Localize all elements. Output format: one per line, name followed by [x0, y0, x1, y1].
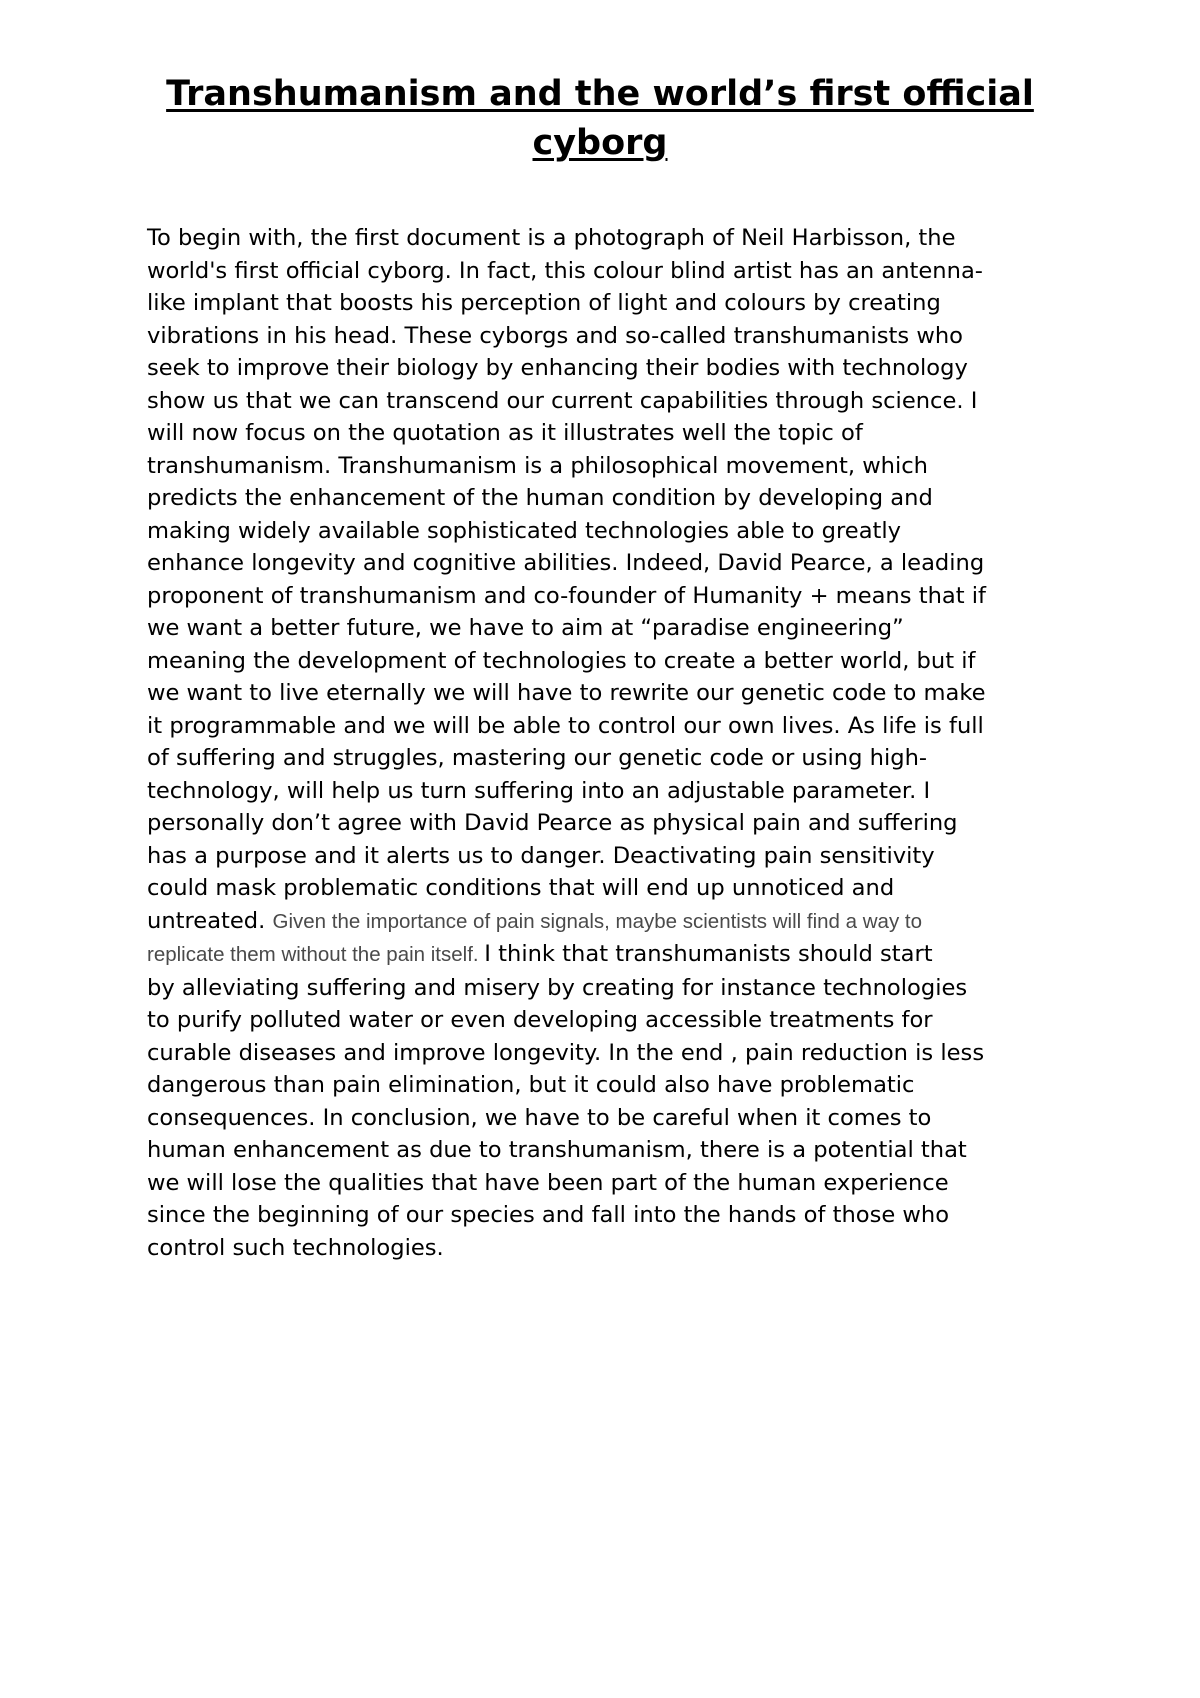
- body-line: consequences. In conclusion, we have to be careful when it comes to: [147, 1104, 932, 1131]
- body-line: control such technologies.: [147, 1234, 444, 1261]
- body-line: we want a better future, we have to aim at “paradise engineering”: [147, 615, 904, 641]
- body-line: since the beginning of our species and fall into the hands of those who: [147, 1202, 950, 1228]
- body-line: technology, will help us turn suffering into an adjustable parameter. I: [147, 777, 931, 804]
- body-line: proponent of transhumanism and co-founder of Humanity + means that if: [147, 582, 987, 609]
- body-line: personally don’t agree with David Pearce as physical pain and suffering: [147, 810, 958, 836]
- body-line: has a purpose and it alerts us to danger. Deactivating pain sensitivity: [147, 842, 935, 869]
- body-line: by alleviating suffering and misery by creating for instance technologies: [147, 974, 968, 1001]
- body-line: to purify polluted water or even developing accessible treatments for: [147, 1007, 933, 1033]
- body-line: world's first official cyborg. In fact, this colour blind artist has an antenna-: [147, 257, 983, 284]
- body-line: transhumanism. Transhumanism is a philosophical movement, which: [147, 452, 929, 479]
- body-line: of suffering and struggles, mastering our genetic code or using high-: [147, 745, 928, 771]
- document-body: [147, 222, 1059, 1264]
- body-line: dangerous than pain elimination, but it could also have problematic: [147, 1072, 915, 1098]
- body-line-mixed: [147, 905, 1059, 939]
- body-line: it programmable and we will be able to control our own lives. As life is full: [147, 712, 984, 739]
- body-line: like implant that boosts his perception of light and colours by creating: [147, 290, 941, 316]
- body-text-segment: untreated.: [147, 907, 273, 934]
- body-line: seek to improve their biology by enhancing their bodies with technology: [147, 355, 968, 381]
- body-line: enhance longevity and cognitive abilities. Indeed, David Pearce, a leading: [147, 550, 985, 576]
- body-line: show us that we can transcend our current capabilities through science. I: [147, 387, 978, 414]
- body-line: meaning the development of technologies to create a better world, but if: [147, 647, 976, 674]
- body-line-mixed: [147, 938, 1059, 972]
- light-text-segment: replicate them without the pain itself.: [147, 943, 485, 966]
- body-line: making widely available sophisticated technologies able to greatly: [147, 517, 902, 544]
- body-line: will now focus on the quotation as it illustrates well the topic of: [147, 420, 863, 446]
- body-line: we will lose the qualities that have been part of the human experience: [147, 1169, 949, 1196]
- body-line: we want to live eternally we will have to rewrite our genetic code to make: [147, 680, 986, 706]
- body-line: To begin with, the first document is a photograph of Neil Harbisson, the: [147, 225, 956, 251]
- body-text-segment: I think that transhumanists should start: [484, 941, 933, 967]
- body-line: curable diseases and improve longevity. In the end , pain reduction is less: [147, 1039, 985, 1066]
- body-line: vibrations in his head. These cyborgs and so-called transhumanists who: [147, 322, 963, 349]
- body-line: predicts the enhancement of the human condition by developing and: [147, 485, 933, 511]
- body-line: human enhancement as due to transhumanism, there is a potential that: [147, 1137, 967, 1163]
- document-title: Transhumanism and the world’s first official cyborg: [166, 74, 1034, 163]
- body-line: could mask problematic conditions that will end up unnoticed and: [147, 875, 895, 901]
- light-text-segment: Given the importance of pain signals, maybe scientists will find a way to: [272, 909, 922, 933]
